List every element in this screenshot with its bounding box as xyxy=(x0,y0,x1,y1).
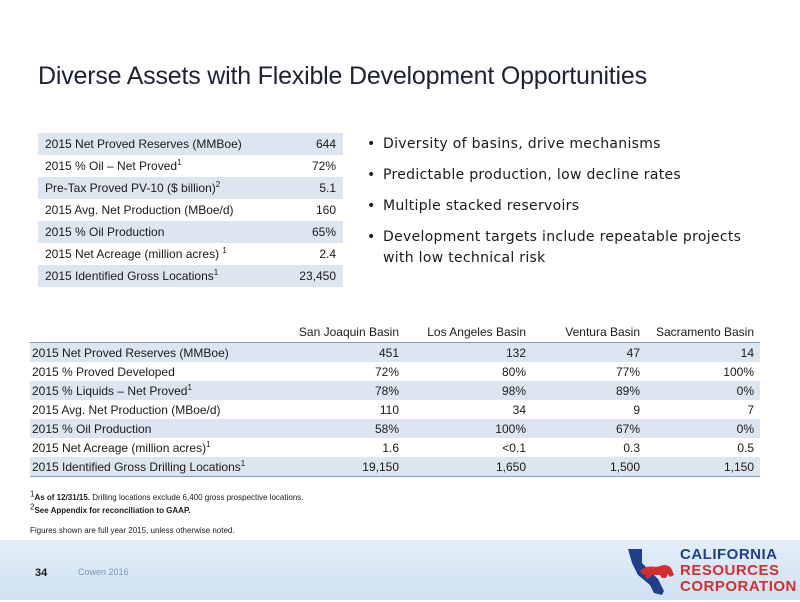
table-cell: 1,150 xyxy=(646,457,760,477)
table-cell: 9 xyxy=(633,402,640,417)
bullet-dot-icon: • xyxy=(367,198,376,214)
list-item: • Predictable production, low decline rates xyxy=(367,167,682,183)
table-cell: 1,650 xyxy=(405,457,532,477)
table-cell: 58% xyxy=(280,419,405,438)
table-row xyxy=(30,362,760,381)
row-label: 2015 % Proved Developed xyxy=(32,364,175,379)
table-cell: 47 xyxy=(532,343,646,363)
table-row xyxy=(38,199,343,221)
table-cell: 0% xyxy=(646,419,760,438)
table-row xyxy=(38,221,343,243)
page-number: 34 xyxy=(35,567,48,579)
table-row xyxy=(30,419,760,438)
table-cell: 0% xyxy=(646,381,760,400)
row-label: 2015 Identified Gross Locations$^1$ xyxy=(38,265,284,287)
row-value: 2.4 xyxy=(319,247,336,261)
row-label: 2015 % Oil Production xyxy=(38,221,284,243)
list-item: • Diversity of basins, drive mechanisms xyxy=(367,136,661,152)
table-cell: 100% xyxy=(723,364,754,379)
table-row xyxy=(38,133,343,155)
table-row xyxy=(38,177,343,199)
column-header: Sacramento Basin xyxy=(646,322,760,343)
california-bear-icon xyxy=(624,547,678,597)
basin-table xyxy=(30,322,760,477)
table-row xyxy=(38,265,343,287)
table-cell: 110 xyxy=(379,402,399,417)
table-cell: 89% xyxy=(532,381,646,400)
table-cell: 7 xyxy=(747,402,754,417)
table-cell: 451 xyxy=(280,343,405,363)
table-row xyxy=(38,155,343,177)
row-label: 2015 Avg. Net Production (MBoe/d) xyxy=(45,203,234,217)
row-label: 2015 Net Proved Reserves (MMBoe) xyxy=(38,133,284,155)
table-cell: 132 xyxy=(405,343,532,363)
table-cell: 67% xyxy=(532,419,646,438)
footnote-1: $^1$As of 12/31/15. Drilling locations exclude 6,400 gross prospective locations. xyxy=(30,489,304,502)
table-cell: 80% xyxy=(501,364,526,379)
list-item: • Multiple stacked reservoirs xyxy=(367,198,580,214)
footnote-3: Figures shown are full year 2015, unless otherwise noted. xyxy=(30,526,235,535)
row-label: 2015 Net Acreage (million acres) $^1$ xyxy=(45,246,227,261)
row-label: 2015 Avg. Net Production (MBoe/d) xyxy=(32,402,221,417)
row-value: 72% xyxy=(311,159,336,173)
row-value: 160 xyxy=(315,203,336,217)
logo-wordmark: CALIFORNIA RESOURCES CORPORATION xyxy=(680,546,797,595)
table-cell: 19,150 xyxy=(280,457,405,477)
table-row xyxy=(30,343,760,363)
table-cell: 34 xyxy=(512,402,526,417)
footnote-2: $^2$See Appendix for reconciliation to GAAP. xyxy=(30,502,191,515)
table-cell: 0.5 xyxy=(737,440,754,455)
table-cell: 1.6 xyxy=(382,440,399,455)
row-value: 644 xyxy=(284,133,343,155)
table-cell: <0.1 xyxy=(502,440,526,455)
column-header: Los Angeles Basin xyxy=(405,322,532,343)
summary-table xyxy=(38,133,343,287)
row-label: Pre-Tax Proved PV-10 ($ billion)$^2$ xyxy=(38,177,284,199)
column-header: San Joaquin Basin xyxy=(280,322,405,343)
bullet-dot-icon: • xyxy=(367,136,376,152)
table-cell: 0.3 xyxy=(623,440,640,455)
row-label: 2015 Net Acreage (million acres)$^1$ xyxy=(32,439,211,455)
row-label: 2015 % Liquids – Net Proved$^1$ xyxy=(30,381,280,400)
table-cell: 1,500 xyxy=(532,457,646,477)
table-cell: 100% xyxy=(405,419,532,438)
table-row xyxy=(30,438,760,457)
bullet-list xyxy=(367,134,767,280)
table-header-row xyxy=(30,322,760,343)
table-cell: 98% xyxy=(405,381,532,400)
table-cell: 78% xyxy=(280,381,405,400)
row-label: 2015 % Oil – Net Proved$^1$ xyxy=(45,158,182,173)
table-cell: 77% xyxy=(615,364,640,379)
column-header xyxy=(30,322,280,343)
company-logo xyxy=(624,546,797,597)
row-label: 2015 Identified Gross Drilling Locations$^1$ xyxy=(30,457,280,477)
table-cell: 72% xyxy=(374,364,399,379)
table-row xyxy=(38,243,343,265)
slide-title: Diverse Assets with Flexible Development Opportunities xyxy=(38,62,647,90)
table-cell: 14 xyxy=(646,343,760,363)
row-value: 23,450 xyxy=(284,265,343,287)
bullet-dot-icon: • xyxy=(367,167,376,183)
table-row xyxy=(30,457,760,477)
table-row xyxy=(30,400,760,419)
column-header: Ventura Basin xyxy=(532,322,646,343)
row-label: 2015 Net Proved Reserves (MMBoe) xyxy=(30,343,280,363)
event-label: Cowen 2016 xyxy=(78,567,129,577)
bullet-dot-icon: • xyxy=(367,229,376,245)
row-value: 5.1 xyxy=(284,177,343,199)
list-item: • Development targets include repeatable projects with low technical risk xyxy=(367,229,742,266)
row-value: 65% xyxy=(284,221,343,243)
row-label: 2015 % Oil Production xyxy=(30,419,280,438)
table-row xyxy=(30,381,760,400)
